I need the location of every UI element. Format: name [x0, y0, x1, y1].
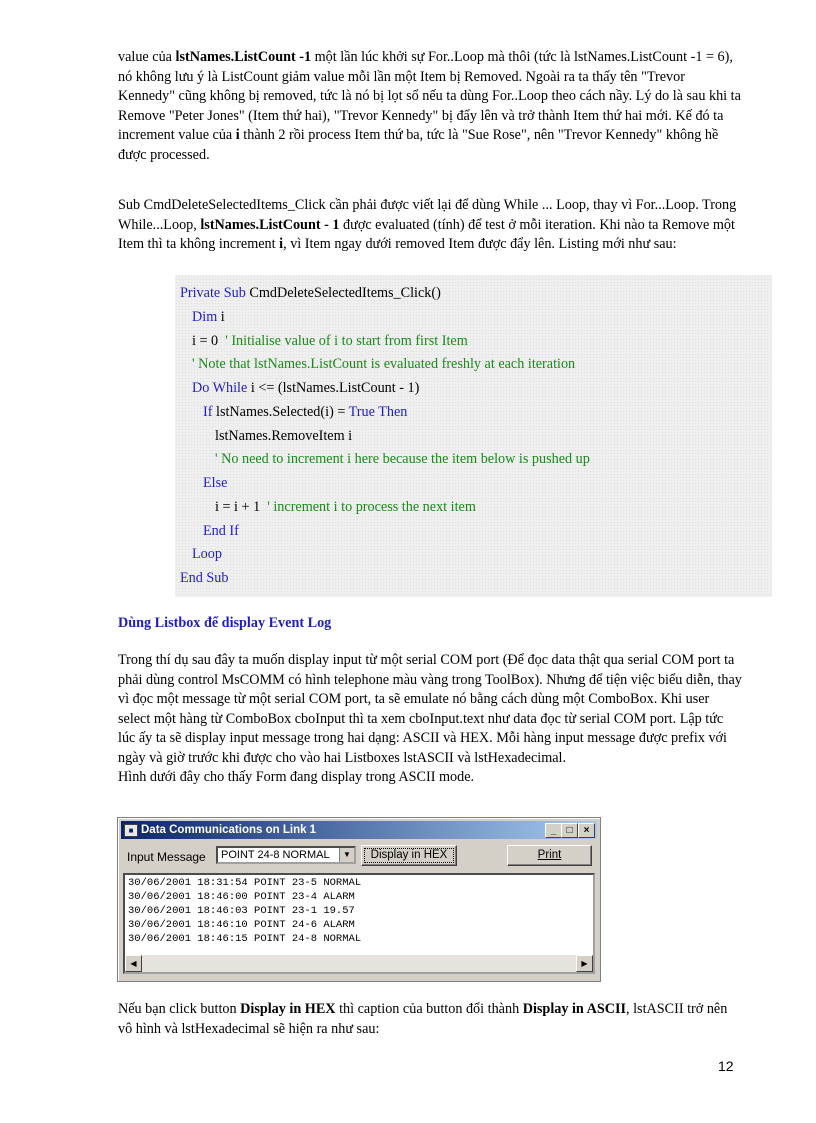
display-hex-button[interactable]: Display in HEX	[361, 845, 457, 866]
app-icon: ■	[124, 824, 138, 837]
bold-run: Display in ASCII	[522, 1001, 627, 1017]
text-run: , lstASCII trở nên vô hình và lstHexadecimal sẽ hiện ra như sau:	[118, 1001, 728, 1037]
paragraph-event-log	[118, 651, 742, 788]
text-run: Sub CmdDeleteSelectedItems_Click cần phải được viết lại để dùng While ... Loop, thay vì For...Loop. Trong While...Loop,	[118, 197, 737, 233]
bold-run: lstNames.ListCount -1	[175, 49, 312, 65]
scroll-left-icon[interactable]: ◀	[125, 955, 142, 972]
text-run: Nếu bạn click button	[118, 1001, 241, 1017]
list-item[interactable]: 30/06/2001 18:46:15 POINT 24-8 NORMAL	[128, 933, 362, 945]
bold-run: Display in HEX	[240, 1001, 336, 1017]
bold-run: i	[279, 236, 284, 252]
text-run: Trong thí dụ sau đây ta muốn display input từ một serial COM port (Để đọc data thật qua serial COM port ta phải dùng control MsCOMM có hình telephone màu vàng trong ToolBox). Nhưng để tiện việc biểu diễn, thay vì đọc một message từ một serial COM port, ta sẽ emulate nó bằng cách dùng một ComboBox. Khi user select một hàng từ ComboBox cboInput thì ta xem cboInput.text như data đọc từ serial COM port. Lập tức lúc ấy ta sẽ display input message trong hai dạng: ASCII và HEX. Mỗi hàng input message được prefix với ngày và giờ trước khi được cho vào hai Listboxes lstASCII và lstHexadecimal.	[118, 652, 742, 766]
code-line: End Sub	[180, 570, 229, 586]
print-button[interactable]: Print	[507, 845, 592, 866]
text-run: một lần lúc khởi sự For..Loop mà thôi (tức là lstNames.ListCount -1 = 6), nó không lưu ý là ListCount giảm value mỗi lần một Item bị Removed. Ngoài ra ta thấy tên "Trevor Kennedy" cũng không bị removed, tức là nó bị lọt sổ nếu ta dùng For..Loop theo cách nầy. Lý do là sau khi ta Remove "Peter Jones" (Item thứ hai), "Trevor Kennedy" bị đẩy lên và trở thành Item thứ hai mới. Kế đó ta increment value của	[118, 49, 741, 143]
close-button[interactable]: ×	[578, 823, 595, 838]
minimize-button[interactable]: _	[545, 823, 562, 838]
code-line: Loop	[192, 546, 222, 562]
code-line: lstNames.RemoveItem i	[215, 428, 353, 444]
combo-value: POINT 24-8 NORMAL	[221, 849, 330, 861]
page-number: 12	[718, 1058, 734, 1074]
code-line: Private Sub CmdDeleteSelectedItems_Click()	[180, 285, 441, 301]
text-run: Hình dưới đây cho thấy Form đang display trong ASCII mode.	[118, 769, 475, 785]
list-item[interactable]: 30/06/2001 18:46:03 POINT 23-1 19.57	[128, 905, 355, 917]
chevron-down-icon[interactable]: ▼	[339, 848, 354, 862]
text-run: , vì Item ngay dưới removed Item được đẩy lên. Listing mới như sau:	[283, 236, 677, 252]
code-line: Do While i <= (lstNames.ListCount - 1)	[192, 380, 420, 396]
list-item[interactable]: 30/06/2001 18:46:10 POINT 24-6 ALARM	[128, 919, 355, 931]
input-message-combo[interactable]	[216, 846, 356, 864]
code-line: i = i + 1 ' increment i to process the next item	[215, 499, 476, 515]
paragraph-intro	[118, 48, 742, 165]
code-line: ' Note that lstNames.ListCount is evaluated freshly at each iteration	[192, 356, 576, 372]
window-title: Data Communications on Link 1	[141, 824, 317, 836]
code-line: End If	[203, 523, 239, 539]
bold-run: i	[235, 127, 240, 143]
title-bar[interactable]	[121, 821, 597, 839]
maximize-button[interactable]: □	[561, 823, 578, 838]
paragraph-while-loop	[118, 196, 742, 255]
code-line: ' No need to increment i here because the item below is pushed up	[215, 451, 590, 467]
text-run: thì caption của button đổi thành	[335, 1001, 523, 1017]
code-line: If lstNames.Selected(i) = True Then	[203, 404, 408, 420]
paragraph-display-hex	[118, 1000, 742, 1039]
input-message-label: Input Message	[127, 850, 206, 864]
code-line: Else	[203, 475, 228, 491]
bold-run: lstNames.ListCount - 1	[200, 216, 340, 233]
vb-form-window	[117, 817, 601, 982]
section-heading: Dùng Listbox để display Event Log	[118, 615, 332, 631]
list-item[interactable]: 30/06/2001 18:46:00 POINT 23-4 ALARM	[128, 891, 355, 903]
ascii-listbox[interactable]	[123, 873, 595, 974]
code-line: i = 0 ' Initialise value of i to start from first Item	[192, 333, 468, 349]
text-run: thành 2 rồi process Item thứ ba, tức là "Sue Rose", nên "Trevor Kennedy" không hề được processed.	[118, 127, 719, 163]
horizontal-scrollbar[interactable]	[125, 955, 593, 972]
code-listing	[175, 275, 772, 597]
text-run: value của	[118, 49, 176, 65]
code-line: Dim i	[192, 309, 225, 325]
scroll-right-icon[interactable]: ▶	[576, 955, 593, 972]
text-run: được evaluated (tính) để test ở mỗi iteration. Khi nào ta Remove một Item thì ta không increment	[118, 216, 735, 252]
list-item[interactable]: 30/06/2001 18:31:54 POINT 23-5 NORMAL	[128, 877, 362, 889]
